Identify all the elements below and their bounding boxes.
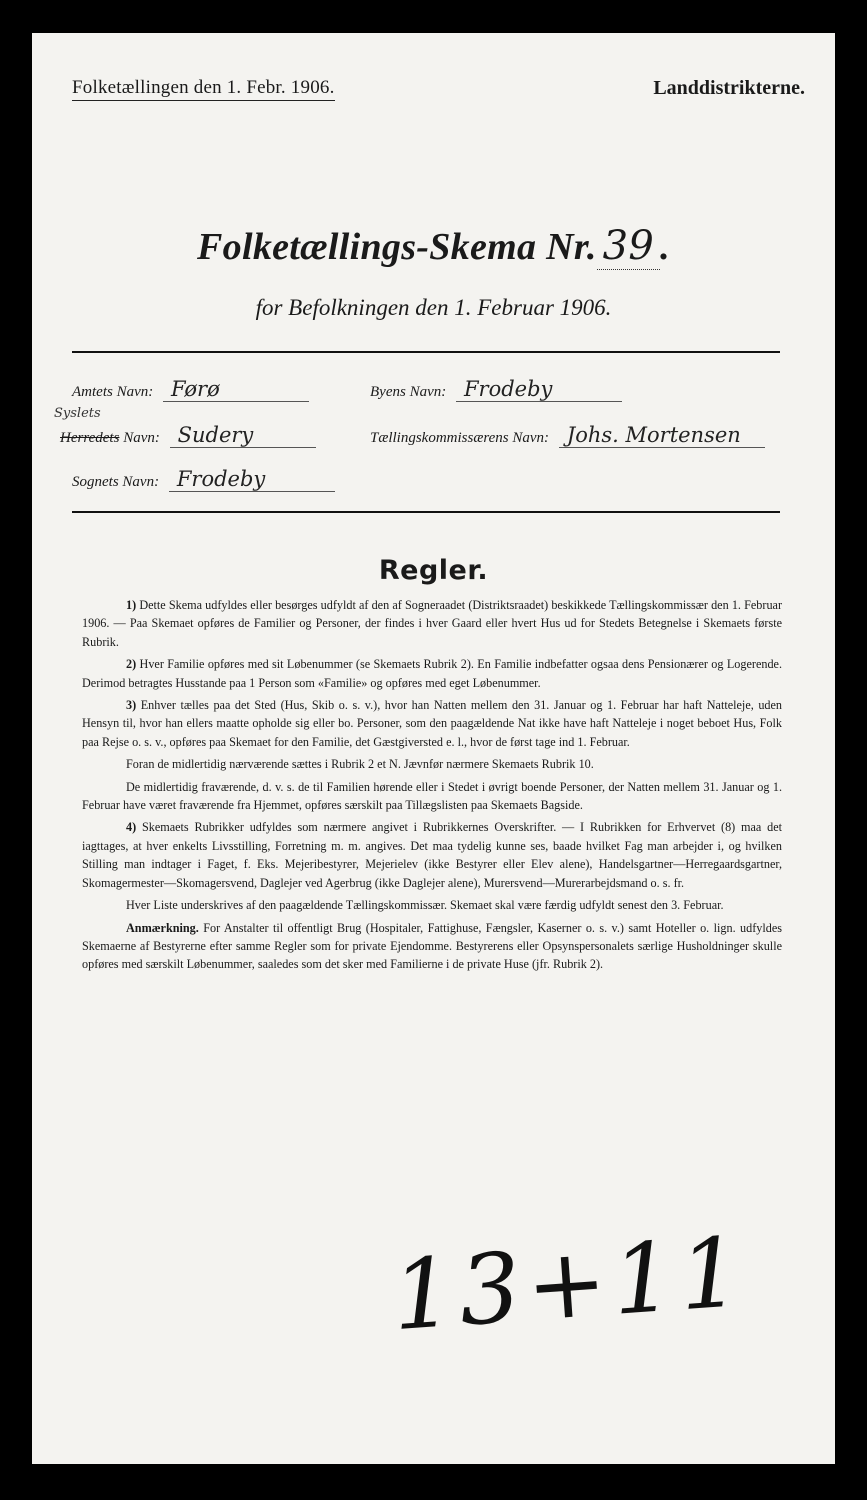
rule-3-text: Enhver tælles paa det Sted (Hus, Skib o. s. v.), hvor han Natten mellem den 31. Januar og 1. Februar har haft Natteleje, uden Hensyn til, hvor han ellers maatte opholde sig eller bo. Personer, som den paagældende Nat ikke have haft Natteleje i noget beboet Hus, Folk paa Rejse o. s. v., opføres paa Skemaet for den Familie, det Gæstgiversted e. l., hvor de først tage ind 1. Februar. [82,698,783,749]
form-title-text: Folketællings-Skema Nr. [197,226,597,268]
rule-2-text: Hver Familie opføres med sit Løbenummer (se Skemaets Rubrik 2). En Familie indbefatter ogsaa dens Pensionærer og Logerende. Derimod betragtes Husstande paa 1 Person som «Familie» og opføres med eget Løbenummer. [82,657,782,690]
sogn-label: Sognets Navn: [72,474,160,490]
byen-label: Byens Navn: [370,384,447,400]
district-type-header: Landdistrikterne. [653,77,805,99]
amt-label: Amtets Navn: [72,384,154,400]
rule-2 [82,655,782,692]
remark-text: For Anstalter til offentligt Brug (Hospitaler, Fattighuse, Fængsler, Kaserner o. s. v.) samt Hoteller o. lign. udfyldes Skemaerne af Bestyrerne efter samme Regler som for private Ejendomme. Bestyrerens eller Opsynspersonalets særlige Husholdninger skulle opføres med særskilt Løbenummer, saaledes som det sker med Familierne i de private Huse (jfr. Rubrik 2). [82,920,783,972]
rule-3-temporary-absent: De midlertidig fraværende, d. v. s. de til Familien hørende eller i Stedet i øvrigt boende Personer, der Natten mellem 31. Januar og 1. Februar have været fraværende fra Hjemmet, opføres særskilt paa Tillægslisten paa Skemaets Bagside. [82,779,782,813]
herred-label-crossed: Herredets [60,430,120,446]
rules-heading: Regler. [378,555,489,586]
byen-field [370,377,622,402]
amt-value: Førø [163,377,309,402]
rule-1-text: Dette Skema udfyldes eller besørges udfyldt af den af Sogneraadet (Distriktsraadet) beskikkede Tællingskommissær den 1. Februar 1906. — Paa Skemaet opføres de Familier og Personer, der findes i hver Gaard eller hvert Hus ud for Stedets Betegnelse i Skemaets første Rubrik. [82,598,783,649]
census-form-page [32,33,835,1464]
census-date-header: Folketællingen den 1. Febr. 1906. [72,77,335,101]
rule-3-temporary-present: Foran de midlertidig nærværende sættes i Rubrik 2 et N. Jævnfør nærmere Skemaets Rubrik 10. [126,757,594,772]
kommissaer-value: Johs. Mortensen [559,423,765,448]
rule-4 [82,818,782,892]
rule-1 [82,596,782,651]
rule-4-number: 4) [126,820,137,835]
herred-label-rest: Navn: [119,430,160,446]
form-subtitle: for Befolkningen den 1. Februar 1906. [255,295,612,320]
sogn-field [72,467,335,492]
kommissaer-label: Tællingskommissærens Navn: [370,430,550,446]
rule-3 [82,696,782,751]
bottom-divider [72,511,780,513]
rule-4-signature: Hver Liste underskrives af den paagældende Tællingskommissær. Skemaet skal være færdig udfyldt senest den 3. Februar. [126,898,724,913]
herred-label [60,430,160,447]
byen-value: Frodeby [456,377,622,402]
handwritten-tally: 13+11 [388,1215,751,1353]
rule-4-text: Skemaets Rubrikker udfyldes som nærmere angivet i Rubrikkernes Overskrifter. — I Rubrikken for Erhvervet (8) maa det iagttages, at hver enkelts Livsstilling, Forretning m. m. angives. Det maa tydelig kunne ses, baade hvilket Fag man arbejder i, og hvilken Stilling man indtager i Faget, f. Eks. Mejeribestyrer, Mejerielev (ikke Bestyrer eller Elev alene), Handelsgartner—Herregaardsgartner, Skomagermester—Skomagersvend, Daglejer ved Agerbrug (ikke Daglejer alene), Murersvend—Murerarbejdsmand o. s. fr. [82,820,783,890]
rule-2-number: 2) [126,657,137,672]
herred-value: Sudery [170,423,316,448]
herred-overwrite-note: Syslets [54,406,101,421]
remark-label: Anmærkning. [126,920,199,935]
rule-1-number: 1) [126,598,137,612]
top-divider [72,351,780,353]
form-title: Folketællings-Skema Nr. 39 . [197,223,670,269]
sogn-value: Frodeby [169,467,335,492]
remark [82,919,782,974]
amt-field [72,377,309,402]
rule-3-number: 3) [126,698,137,713]
kommissaer-field [370,423,765,448]
form-number: 39 [597,223,661,270]
rules-text [82,596,782,978]
herred-field [60,423,316,448]
